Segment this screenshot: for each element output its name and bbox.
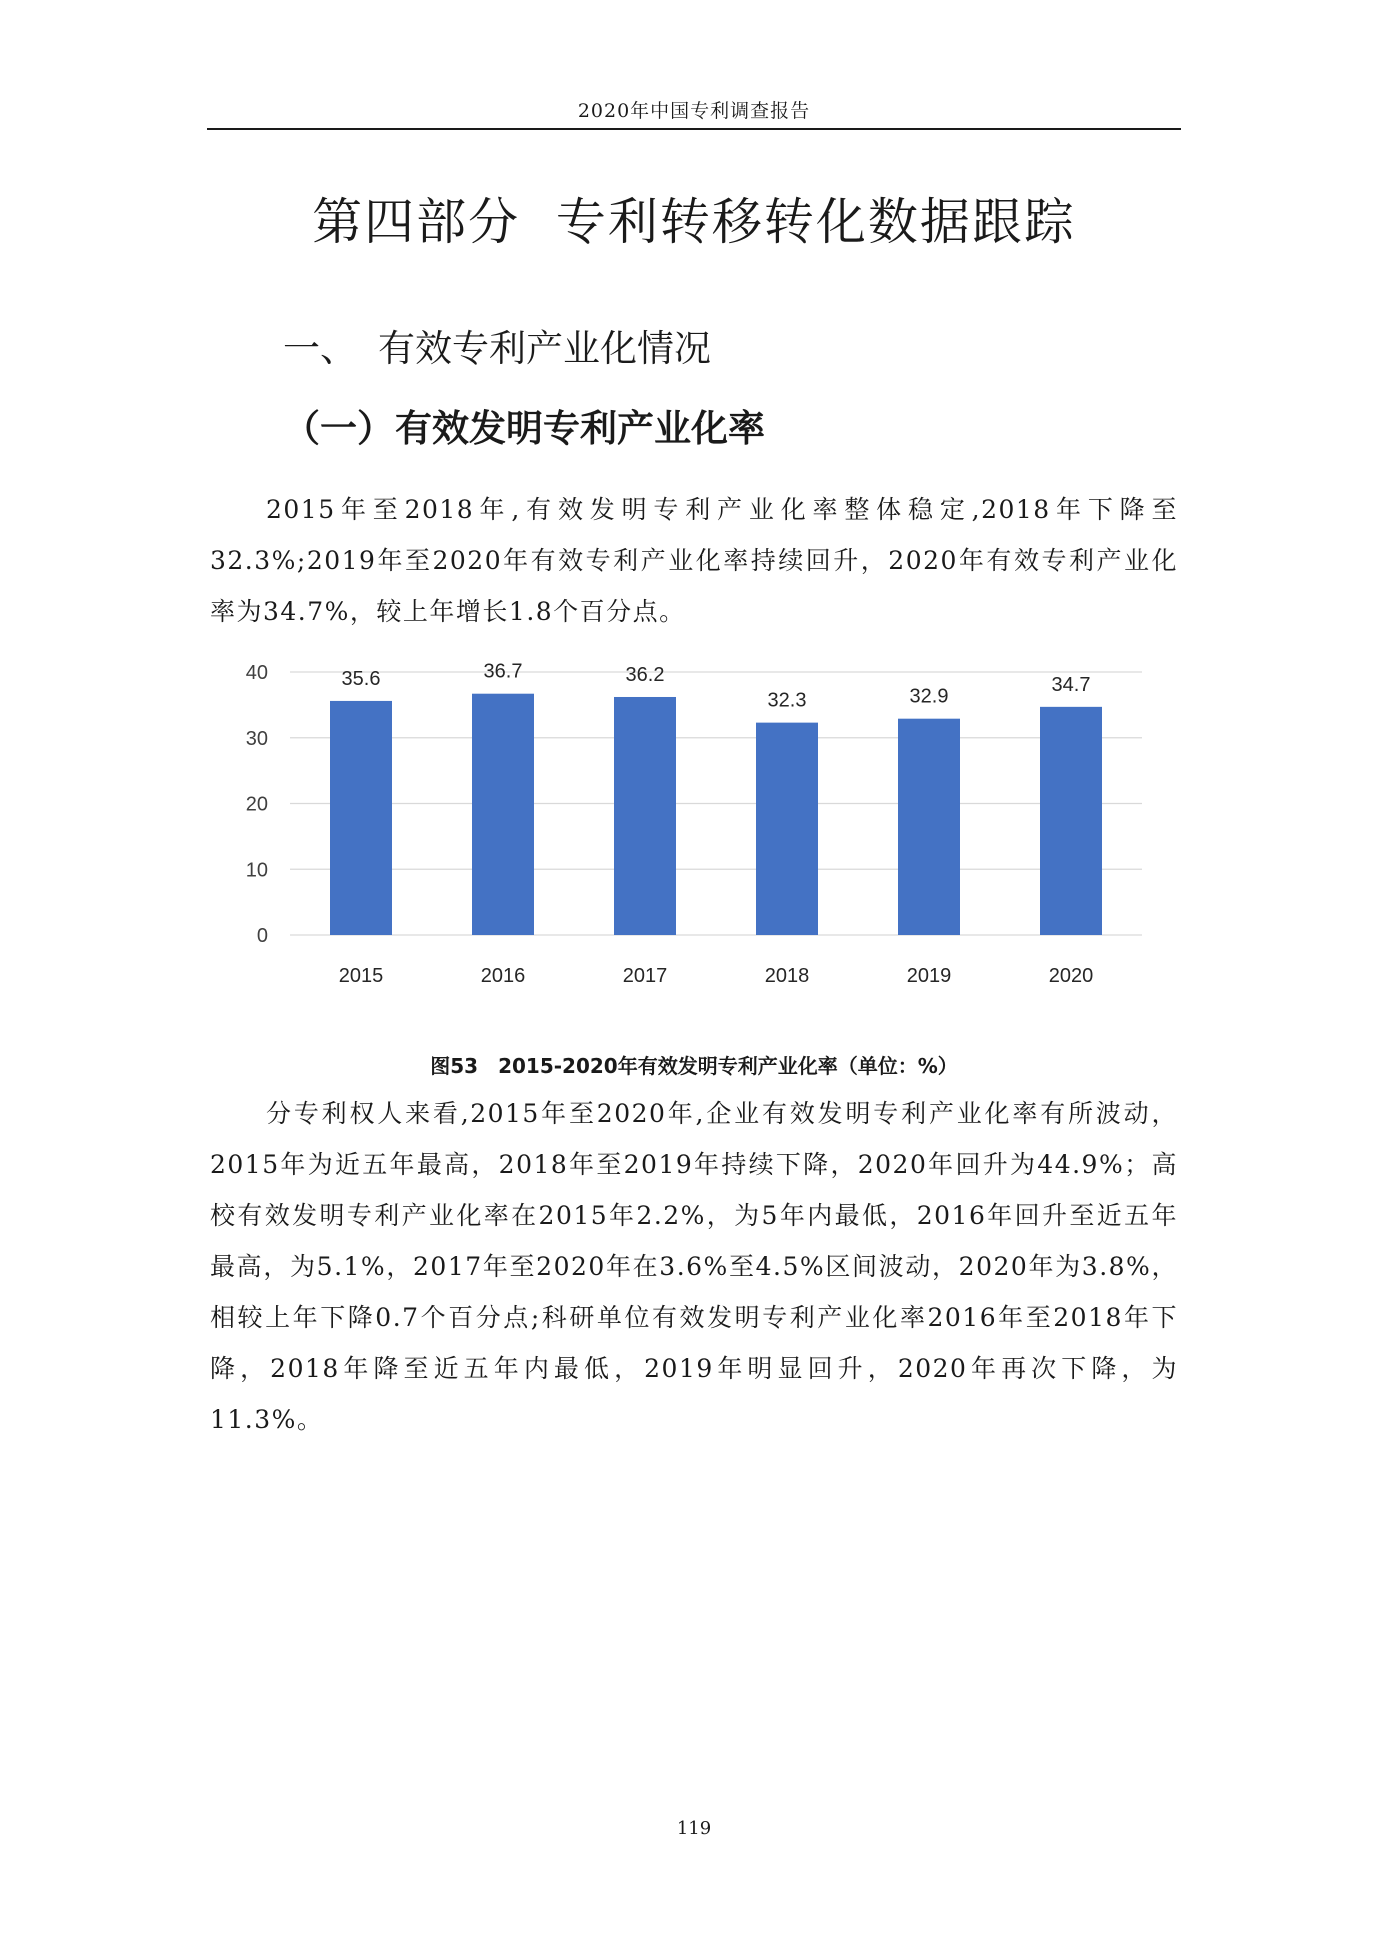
y-tick-label: 0 (256, 925, 268, 947)
bar (472, 694, 534, 935)
data-label: 36.7 (483, 660, 523, 683)
y-tick-label: 20 (245, 793, 268, 816)
data-label: 34.7 (1051, 673, 1091, 696)
page-number: 119 (676, 1818, 712, 1839)
header-rule (207, 128, 1181, 130)
y-tick-label: 30 (245, 727, 268, 750)
bar (898, 719, 960, 935)
paragraph-2: 分专利权人来看,2015年至2020年,企业有效发明专利产业化率有所波动，2015年为近五年最高，2018年至2019年持续下降，2020年回升为44.9%；高校有效发明专利产业化率在2015年2.2%，为5年内最低，2016年回升至近五年最高，为5.1%，2017年至2020年在3.6%至4.5%区间波动，2020年为3.8%，相较上年下降0.7个百分点;科研单位有效发明专利产业化率2016年至2018年下降，2018年降至近五年内最低，2019年明显回升，2020年再次下降，为11.3%。 (210, 1099, 1178, 1434)
x-tick-label: 2020 (1048, 965, 1094, 987)
data-label: 35.6 (341, 667, 381, 690)
y-tick-label: 40 (245, 662, 268, 684)
bar-chart (230, 650, 1150, 1000)
data-label: 32.9 (909, 685, 949, 708)
paragraph-1: 2015年至2018年,有效发明专利产业化率整体稳定,2018年下降至32.3%;2019年至2020年有效专利产业化率持续回升，2020年有效专利产业化率为34.7%，较上年增长1.8个百分点。 (210, 495, 1178, 626)
section-title: 有效专利产业化情况 (378, 327, 711, 370)
section-heading (283, 318, 711, 372)
x-tick-label: 2016 (480, 965, 526, 987)
bar (1040, 707, 1102, 935)
x-tick-label: 2018 (764, 965, 810, 987)
y-tick-label: 10 (245, 859, 268, 882)
part-title: 第四部分 专利转移转化数据跟踪 (312, 193, 1076, 251)
subsection-title: 有效发明专利产业化率 (395, 407, 765, 450)
subsection-number: （一） (283, 407, 394, 450)
figure-caption: 图53 2015-2020年有效发明专利产业化率（单位：%） (430, 1054, 958, 1078)
x-tick-label: 2015 (338, 965, 384, 987)
data-label: 32.3 (767, 689, 807, 712)
x-tick-label: 2019 (906, 965, 952, 987)
running-header: 2020年中国专利调查报告 (577, 100, 811, 122)
section-number: 一、 (283, 327, 357, 370)
data-label: 36.2 (625, 663, 665, 686)
bar (614, 697, 676, 935)
x-tick-label: 2017 (622, 965, 668, 987)
bar (330, 701, 392, 935)
bar (756, 723, 818, 935)
subsection-heading (283, 398, 765, 452)
